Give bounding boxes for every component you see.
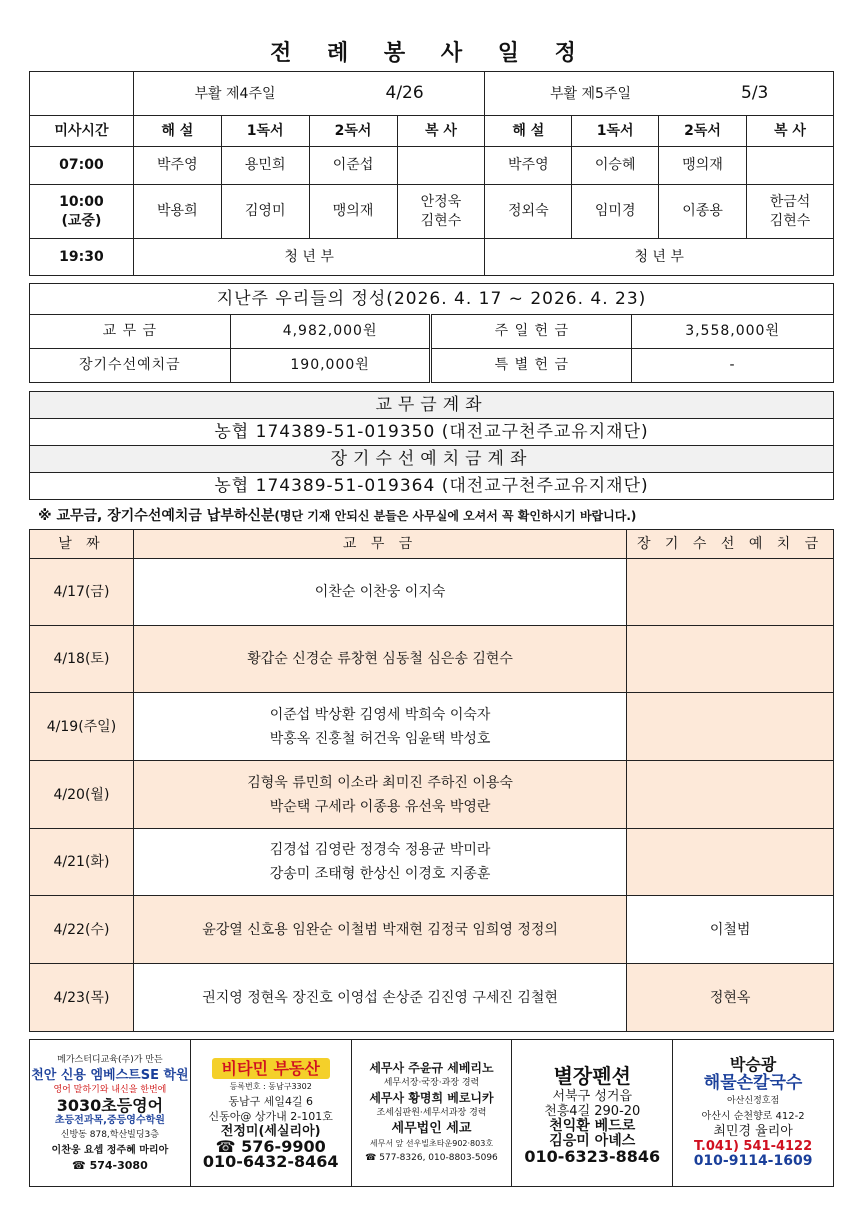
col-commentary: 해 설 — [133, 116, 221, 147]
youth-group-cell: 청 년 부 — [485, 239, 834, 276]
ad-real-estate: 비타민 부동산 등록번호 : 동남구3302 동남구 세일4길 6 신동아@ 상가내 2-101호 전정미(세실리아) ☎ 576-9900 010-6432-8464 — [190, 1040, 351, 1187]
pay-date: 4/18(토) — [30, 626, 134, 693]
repair-fund-names — [627, 693, 834, 761]
col-reading2: 2독서 — [659, 116, 747, 147]
server-cell: 임미경 — [572, 185, 659, 239]
offering-label: 교 무 금 — [30, 315, 231, 349]
ad-restaurant: 박승광 해물손칼국수 아산신정호점 아산시 순천향로 412-2 최민경 율리아 T.041) 541-4122 010-9114-1609 — [673, 1040, 834, 1187]
repair-fund-names — [627, 626, 834, 693]
server-cell: 용민희 — [221, 147, 309, 185]
account-number: 농협 174389-51-019350 (대전교구천주교유지재단) — [30, 419, 834, 446]
tithe-names: 김형욱 류민희 이소라 최미진 주하진 이용숙 박순택 구세라 이종용 유선욱 박영란 — [133, 761, 626, 829]
server-cell — [747, 147, 834, 185]
offering-table — [29, 283, 834, 383]
server-cell: 박용희 — [133, 185, 221, 239]
tithe-names: 이준섭 박상환 김영세 박희숙 이숙자 박홍옥 진홍철 허건욱 임윤택 박성호 — [133, 693, 626, 761]
offering-value: 190,000원 — [230, 349, 431, 383]
col-date: 날 짜 — [30, 530, 134, 559]
server-cell: 안정욱 김현수 — [397, 185, 485, 239]
bank-account-table — [29, 391, 834, 500]
offering-value: 3,558,000원 — [632, 315, 834, 349]
col-reading2: 2독서 — [309, 116, 397, 147]
server-cell: 박주영 — [133, 147, 221, 185]
server-cell: 이종용 — [659, 185, 747, 239]
pay-date: 4/17(금) — [30, 559, 134, 626]
payment-notice: ※ 교무금, 장기수선예치금 납부하신분(명단 기재 안되신 분들은 사무실에 오셔서 꼭 확인하시기 바랍니다.) — [38, 508, 637, 524]
week1-header: 부활 제4주일 4/26 — [133, 72, 485, 116]
ad-pension: 별장펜션 서북구 성거읍 천흥4길 290-20 천익환 베드로 김응미 아녜스 010-6323-8846 — [512, 1040, 673, 1187]
pay-date: 4/23(목) — [30, 964, 134, 1032]
mass-time: 10:00 (교중) — [30, 185, 134, 239]
server-cell: 맹의재 — [659, 147, 747, 185]
col-altar: 복 사 — [747, 116, 834, 147]
pay-date: 4/19(주일) — [30, 693, 134, 761]
offering-label: 장기수선예치금 — [30, 349, 231, 383]
youth-group-cell: 청 년 부 — [133, 239, 485, 276]
col-reading1: 1독서 — [221, 116, 309, 147]
col-tithe: 교 무 금 — [133, 530, 626, 559]
corner-cell — [30, 72, 134, 116]
sponsor-ads — [29, 1039, 834, 1187]
col-altar: 복 사 — [397, 116, 485, 147]
offering-value: 4,982,000원 — [230, 315, 431, 349]
server-cell: 이승혜 — [572, 147, 659, 185]
tithe-names: 김경섭 김영란 정경숙 정용균 박미라 강송미 조태형 한상신 이경호 지종훈 — [133, 829, 626, 896]
offering-label: 주 일 헌 금 — [431, 315, 632, 349]
server-cell: 정외숙 — [485, 185, 572, 239]
offering-title: 지난주 우리들의 정성(2026. 4. 17 ~ 2026. 4. 23) — [30, 284, 834, 315]
server-cell: 김영미 — [221, 185, 309, 239]
server-cell — [397, 147, 485, 185]
server-cell: 한금석 김현수 — [747, 185, 834, 239]
server-cell: 맹의재 — [309, 185, 397, 239]
tithe-names: 황갑순 신경순 류창현 심동철 심은송 김현수 — [133, 626, 626, 693]
repair-fund-names — [627, 829, 834, 896]
repair-fund-names: 이철범 — [627, 896, 834, 964]
account-number: 농협 174389-51-019364 (대전교구천주교유지재단) — [30, 473, 834, 500]
repair-fund-names — [627, 761, 834, 829]
tithe-names: 권지영 정현옥 장진호 이영섭 손상준 김진영 구세진 김철현 — [133, 964, 626, 1032]
server-cell: 이준섭 — [309, 147, 397, 185]
ad-tax-office: 세무사 주윤규 세베리노 세무서장·국장·과장 경력 세무사 황명희 베로니카 조세심판원·세무서과장 경력 세무법인 세교 세무서 앞 선우빌초타운902·803호 ☎ 577-8326, 010-8803-5096 — [351, 1040, 512, 1187]
account-label: 장기수선예치금계좌 — [30, 446, 834, 473]
ad-academy: 메가스터디교육(주)가 만든 천안 신용 엠베스트SE 학원 영어 말하기와 내신을 한번에 3030초등영어 초등전과목,중등영수학원 신방동 878,학산빌딩3층 이찬웅 요셉 정주혜 마리아 ☎ 574-3080 — [30, 1040, 191, 1187]
repair-fund-names — [627, 559, 834, 626]
pay-date: 4/22(수) — [30, 896, 134, 964]
col-reading1: 1독서 — [572, 116, 659, 147]
mass-time-header: 미사시간 — [30, 116, 134, 147]
week2-header: 부활 제5주일 5/3 — [485, 72, 834, 116]
page-title: 전 례 봉 사 일 정 — [270, 41, 590, 66]
mass-time: 19:30 — [30, 239, 134, 276]
repair-fund-names: 정현옥 — [627, 964, 834, 1032]
tithe-names: 윤강열 신호용 임완순 이철범 박재현 김정국 임희영 정정의 — [133, 896, 626, 964]
col-commentary: 해 설 — [485, 116, 572, 147]
account-label: 교무금계좌 — [30, 392, 834, 419]
server-cell: 박주영 — [485, 147, 572, 185]
offering-label: 특 별 헌 금 — [431, 349, 632, 383]
mass-time: 07:00 — [30, 147, 134, 185]
pay-date: 4/20(월) — [30, 761, 134, 829]
tithe-names: 이찬순 이찬웅 이지숙 — [133, 559, 626, 626]
liturgy-schedule-table — [29, 71, 834, 276]
col-repair-fund: 장 기 수 선 예 치 금 — [627, 530, 834, 559]
offering-value: - — [632, 349, 834, 383]
pay-date: 4/21(화) — [30, 829, 134, 896]
payment-list-table — [29, 529, 834, 1032]
